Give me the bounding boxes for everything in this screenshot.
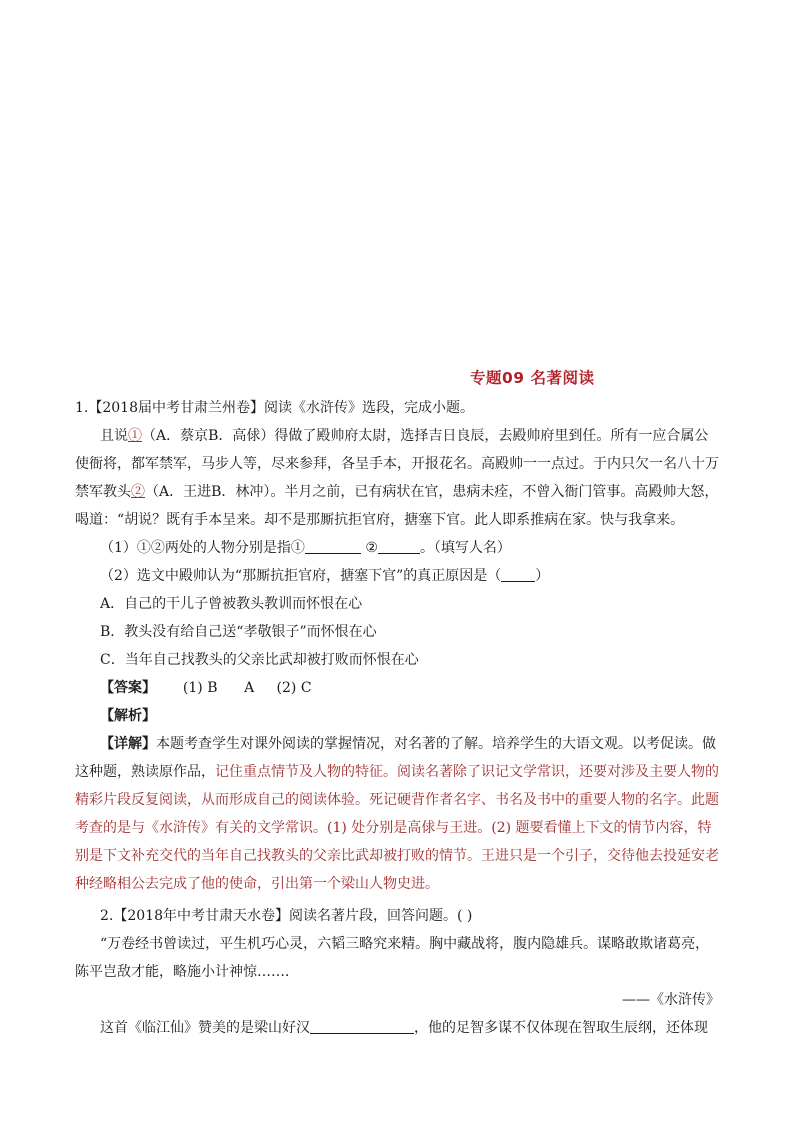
blank-mark-1: ① (128, 428, 142, 444)
answer-blank-1[interactable] (305, 539, 361, 554)
q1-passage-line-2: 使衙将，都军禁军，马步人等，尽来参拜，各呈手本，开报花名。高殿帅一一点过。于内只欠一名八十万 (75, 456, 719, 472)
detail-line-1: 【详解】本题考查学生对课外阅读的掌握情况，对名著的了解。培养学生的大语文观。以考促读。做 (100, 736, 716, 752)
q2-poem-line-1: “万卷经书曾读过，平生机巧心灵，六韬三略究来精。胸中藏战将，腹内隐雄兵。谋略敢欺诸葛亮， (100, 936, 710, 952)
q2-poem-line-2: 陈平岂敌才能，略施小计神惊……． (75, 964, 299, 980)
detail-line-6: 种经略相公去完成了他的使命，引出第一个梁山人物史进。 (75, 876, 439, 892)
q2-source: ——《水浒传》 (622, 992, 720, 1008)
analysis-label: 【解析】 (100, 708, 156, 724)
q1-passage-line-4: 喝道：“胡说？既有手本呈来。却不是那厮抗拒官府，搪塞下官。此人即系推病在家。快与我拿来。 (75, 512, 685, 528)
q1-subquestion-2: （2）选文中殿帅认为“那厮抗拒官府，搪塞下官”的真正原因是（ ） (100, 568, 550, 584)
q2-header: 2.【2018年中考甘肃天水卷】阅读名著片段，回答问题。( ) (100, 908, 473, 924)
q1-subquestion-1: （1）①②两处的人物分别是指① ② 。（填写人名） (100, 540, 511, 556)
answer-blank-2[interactable] (378, 539, 420, 554)
q1-header: 1.【2018届中考甘肃兰州卷】阅读《水浒传》选段，完成小题。 (75, 400, 474, 416)
detail-line-3: 精彩片段反复阅读，从而形成自己的阅读体验。死记硬背作者名字、书名及书中的重要人物的名字。此题 (75, 792, 719, 808)
detail-line-4: 考查的是与《水浒传》有关的文学常识。(1) 处分别是高俅与王进。(2) 题要看懂上下文的情节内容，特 (75, 820, 712, 836)
q2-question-line: 这首《临江仙》赞美的是梁山好汉 ，他的足智多谋不仅体现在智取生辰纲，还体现 (100, 1020, 708, 1036)
option-a: A．自己的干儿子曾被教头教训而怀恨在心 (100, 596, 363, 612)
detail-line-2: 这种题，熟读原作品，记住重点情节及人物的特征。阅读名著除了识记文学常识，还要对涉及主要人物的 (75, 764, 719, 780)
answer-row (100, 678, 312, 698)
answer-label: 【答案】 (100, 680, 156, 696)
q1-passage-line-1: 且说①（A．蔡京B．高俅）得做了殿帅府太尉，选择吉日良辰，去殿帅府里到任。所有一应合属公 (100, 428, 709, 444)
answer-text: (1) B A (2) C (182, 680, 312, 696)
answer-blank-4[interactable] (310, 1019, 414, 1034)
option-c: C．当年自己找教头的父亲比武却被打败而怀恨在心 (100, 652, 419, 668)
answer-blank-3[interactable] (501, 567, 535, 582)
page-title: 专题09 名著阅读 (470, 369, 595, 387)
q1-passage-line-3: 禁军教头②（A．王进B．林冲）。半月之前，已有病状在官，患病未痊，不曾入衙门管事。高殿帅大怒， (75, 484, 719, 500)
option-b: B．教头没有给自己送“孝敬银子”而怀恨在心 (100, 624, 377, 640)
detail-label: 【详解】 (100, 736, 156, 752)
blank-mark-2: ② (131, 484, 145, 500)
detail-line-5: 别是下文补充交代的当年自己找教头的父亲比武却被打败的情节。王进只是一个引子，交待他去投延安老 (75, 848, 719, 864)
